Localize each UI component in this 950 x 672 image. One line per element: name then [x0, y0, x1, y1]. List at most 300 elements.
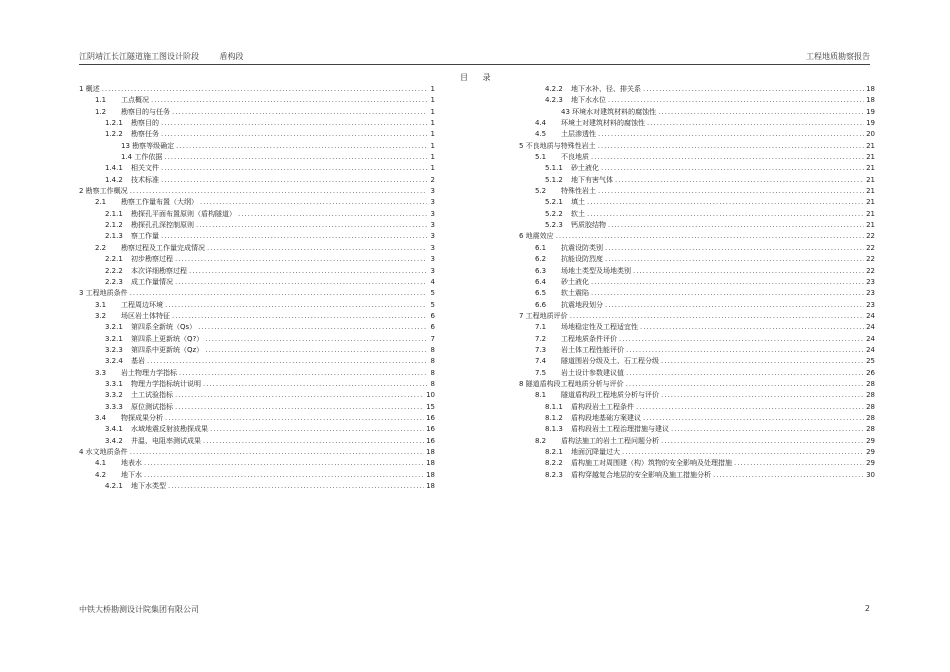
toc-leader-dots	[198, 322, 427, 333]
toc-entry[interactable]	[79, 379, 435, 390]
toc-entry[interactable]	[519, 379, 875, 390]
toc-entry-title: 岩土设计参数建议值	[561, 368, 624, 377]
toc-entry-title: 勘察任务	[131, 130, 159, 139]
toc-entry-title: 地面沉降量过大	[571, 448, 620, 456]
toc-leader-dots	[626, 379, 864, 390]
toc-leader-dots	[196, 220, 427, 231]
toc-leader-dots	[598, 141, 864, 152]
toc-entry-page: 1	[430, 141, 435, 150]
toc-entry-number	[95, 152, 121, 163]
toc-entry[interactable]	[519, 254, 875, 265]
toc-entry-number: 8.1.3	[545, 425, 563, 434]
toc-entry-page: 3	[430, 209, 435, 218]
toc-entry-number: 6.1	[535, 243, 547, 252]
toc-entry-title: 3 工程地质条件	[79, 289, 128, 298]
toc-entry[interactable]	[519, 300, 875, 311]
toc-entry-title: 7 工程地质评价	[519, 311, 568, 320]
toc-leader-dots	[238, 209, 427, 220]
toc-entry[interactable]	[519, 436, 875, 447]
page-number: 2	[864, 604, 870, 613]
toc-entry[interactable]	[79, 243, 435, 254]
toc-entry-title: 抗震设防类别	[561, 243, 603, 252]
toc-entry-page: 18	[426, 470, 435, 479]
toc-entry-page: 21	[866, 187, 875, 196]
toc-entry-page: 18	[426, 459, 435, 468]
toc-entry-number: 2.2.1	[105, 255, 123, 264]
toc-leader-dots	[207, 243, 427, 254]
toc-entry-title: 盾构段岩土工程条件	[571, 402, 634, 411]
toc-leader-dots	[647, 118, 864, 129]
toc-entry-title: 5 不良地质与特殊性岩土	[519, 141, 596, 150]
toc-entry-page: 18	[866, 85, 875, 93]
toc-entry[interactable]	[79, 402, 435, 413]
toc-entry[interactable]	[79, 209, 435, 220]
toc-entry-number: 3.2.3	[105, 345, 123, 354]
toc-entry-page: 1	[430, 107, 435, 116]
toc-entry[interactable]	[519, 311, 875, 322]
toc-entry-title: 场区岩土体特征	[121, 311, 170, 320]
toc-entry-title: 第四系上更新统（Q?）	[131, 334, 204, 343]
toc-leader-dots	[161, 163, 427, 174]
toc-entry[interactable]	[79, 197, 435, 208]
toc-entry[interactable]	[79, 345, 435, 356]
toc-entry-number: 7.4	[535, 357, 547, 366]
toc-entry-title: 技术标准	[131, 175, 159, 184]
toc-entry[interactable]	[519, 118, 875, 129]
toc-entry[interactable]	[519, 356, 875, 367]
toc-leader-dots	[661, 356, 864, 367]
toc-leader-dots	[102, 84, 427, 95]
toc-entry-page: 3	[430, 255, 435, 264]
toc-entry-page: 21	[866, 164, 875, 173]
toc-entry-title: 场地土类型及场地类别	[561, 266, 631, 275]
toc-entry-number: 6.5	[535, 289, 547, 298]
toc-entry-page: 29	[866, 436, 875, 445]
toc-entry-number: 8.2.3	[545, 470, 563, 479]
toc-entry-page: 28	[866, 379, 875, 388]
toc-entry-title: 察工作量	[131, 232, 159, 241]
toc-entry-page: 8	[430, 345, 435, 354]
toc-entry-page: 24	[866, 334, 875, 343]
toc-entry-title: 场地稳定性及工程适宜性	[561, 323, 638, 332]
toc-leader-dots	[175, 390, 424, 401]
toc-entry-title: 岩土体工程性能评价	[561, 345, 624, 354]
toc-entry[interactable]	[519, 129, 875, 140]
toc-entry-page: 3	[430, 266, 435, 275]
toc-entry[interactable]	[519, 243, 875, 254]
toc-leader-dots	[144, 470, 424, 481]
toc-entry-number: 2.1	[95, 198, 107, 207]
toc-entry-number: 4.1	[95, 459, 107, 468]
toc-entry-title: 第四系全新统（Qs）	[131, 323, 197, 332]
toc-entry-page: 3	[430, 243, 435, 252]
toc-entry-number: 8.1.2	[545, 413, 563, 422]
toc-entry-page: 7	[430, 334, 435, 343]
toc-entry-page: 1	[430, 164, 435, 173]
toc-entry-title: 相关文件	[131, 164, 159, 173]
toc-entry-number: 1.4.1	[105, 164, 123, 173]
toc-leader-dots	[147, 356, 427, 367]
toc-entry[interactable]	[519, 458, 875, 469]
toc-entry[interactable]	[79, 175, 435, 186]
toc-entry-number: 3.3.2	[105, 391, 123, 400]
toc-entry[interactable]	[519, 84, 875, 95]
toc-entry-number: 1.1	[95, 96, 107, 105]
toc-leader-dots	[175, 254, 427, 265]
toc-entry-number: 1.4.2	[105, 175, 123, 184]
toc-entry-page: 4	[430, 277, 435, 286]
toc-leader-dots	[626, 368, 864, 379]
toc-leader-dots	[179, 368, 427, 379]
toc-entry-title: 地下水水位	[571, 96, 606, 105]
toc-entry-title: 盾构法施工的岩土工程问题分析	[561, 436, 659, 445]
toc-entry[interactable]	[519, 413, 875, 424]
toc-leader-dots	[636, 402, 864, 413]
toc-entry-title: 勘探孔平面布置原则（盾构隧道）	[131, 209, 236, 218]
toc-leader-dots	[598, 186, 864, 197]
toc-leader-dots	[633, 266, 864, 277]
toc-leader-dots	[615, 175, 864, 186]
toc-entry-title: 勘察目的与任务	[121, 107, 170, 116]
toc-entry-page: 21	[866, 221, 875, 230]
toc-entry[interactable]	[79, 254, 435, 265]
toc-entry-number: 1.2.2	[105, 130, 123, 139]
toc-entry-page: 23	[866, 277, 875, 286]
toc-leader-dots	[205, 345, 427, 356]
toc-leader-dots	[601, 163, 864, 174]
toc-leader-dots	[591, 288, 864, 299]
toc-entry-page: 26	[866, 368, 875, 377]
toc-entry-page: 3	[430, 198, 435, 207]
toc-entry[interactable]	[519, 209, 875, 220]
toc-entry[interactable]	[79, 447, 435, 458]
toc-entry-number: 2.2	[95, 243, 107, 252]
toc-entry-title: 砂土液化	[561, 277, 589, 286]
toc-entry-page: 18	[866, 96, 875, 105]
toc-entry[interactable]	[519, 447, 875, 458]
toc-leader-dots	[643, 413, 864, 424]
toc-leader-dots	[608, 220, 864, 231]
toc-entry-page: 25	[866, 357, 875, 366]
toc-title: 目 录	[460, 73, 497, 82]
toc-leader-dots	[168, 481, 424, 492]
toc-entry-page: 28	[866, 391, 875, 400]
toc-entry-page: 1	[430, 119, 435, 128]
toc-entry-title: 物理力学指标统计说明	[131, 379, 201, 388]
toc-leader-dots	[671, 424, 864, 435]
toc-entry-page: 8	[430, 379, 435, 388]
toc-entry-number: 3.2	[95, 311, 107, 320]
toc-entry-number: 1.2.1	[105, 119, 123, 128]
toc-entry[interactable]	[79, 300, 435, 311]
toc-entry-number	[535, 107, 561, 118]
toc-entry[interactable]	[79, 152, 435, 163]
toc-entry[interactable]	[519, 266, 875, 277]
toc-leader-dots	[598, 129, 864, 140]
toc-entry-number: 3.2.1	[105, 334, 123, 343]
toc-leader-dots	[130, 447, 424, 458]
toc-entry[interactable]	[79, 481, 435, 492]
toc-entry-title: 井温、电阻率测试成果	[131, 436, 201, 445]
toc-entry-title: 岩土物理力学指标	[121, 368, 177, 377]
toc-entry[interactable]	[79, 266, 435, 277]
toc-entry-page: 21	[866, 198, 875, 207]
toc-entry[interactable]	[79, 390, 435, 401]
toc-entry-page: 2	[430, 175, 435, 184]
toc-leader-dots	[161, 118, 427, 129]
toc-entry-title: 勘探孔孔深控制原则	[131, 221, 194, 230]
toc-entry[interactable]	[79, 95, 435, 106]
toc-entry[interactable]	[79, 129, 435, 140]
toc-entry-title: 地下水类型	[131, 482, 166, 491]
toc-entry[interactable]	[519, 186, 875, 197]
toc-entry-page: 3	[430, 221, 435, 230]
toc-entry-page: 1	[430, 85, 435, 93]
toc-entry[interactable]	[519, 424, 875, 435]
toc-entry-number: 6.2	[535, 255, 547, 264]
toc-entry-page: 24	[866, 345, 875, 354]
toc-leader-dots	[591, 277, 864, 288]
toc-entry[interactable]	[519, 163, 875, 174]
toc-entry-title: 软土震陷	[561, 289, 589, 298]
toc-entry-number: 4.4	[535, 119, 547, 128]
toc-leader-dots	[605, 300, 864, 311]
toc-entry-title: 抗能设防烈度	[561, 255, 603, 264]
toc-entry-title: 本次详细勘察过程	[131, 266, 187, 275]
toc-entry-number: 3.3	[95, 368, 107, 377]
toc-entry-page: 22	[866, 266, 875, 275]
toc-entry-page: 29	[866, 448, 875, 456]
toc-entry-page: 28	[866, 402, 875, 411]
toc-entry-page: 16	[426, 413, 435, 422]
toc-entry-page: 10	[426, 391, 435, 400]
toc-entry-page: 23	[866, 289, 875, 298]
toc-entry-title: 初步勘察过程	[131, 255, 173, 264]
toc-entry-title: 盾构施工对周围建（构）筑物的安全影响及处理措施	[571, 459, 732, 468]
toc-leader-dots	[175, 402, 424, 413]
toc-entry[interactable]	[519, 197, 875, 208]
toc-entry[interactable]	[519, 141, 875, 152]
toc-entry-title: 8 隧道盾构段工程地质分析与评价	[519, 379, 624, 388]
toc-leader-dots	[591, 152, 864, 163]
toc-entry-number: 4.2.2	[545, 85, 563, 93]
toc-entry-page: 24	[866, 323, 875, 332]
toc-entry-page: 21	[866, 175, 875, 184]
toc-entry-page: 18	[426, 482, 435, 491]
toc-entry[interactable]	[79, 413, 435, 424]
toc-entry[interactable]	[79, 277, 435, 288]
toc-entry-number: 7.1	[535, 323, 547, 332]
toc-entry-title: 工点概况	[121, 96, 149, 105]
toc-leader-dots	[556, 231, 864, 242]
toc-entry-page: 5	[430, 289, 435, 298]
toc-entry[interactable]	[519, 402, 875, 413]
toc-entry-title: 钙质胶结物	[571, 221, 606, 230]
toc-entry-title: 勘察目的	[131, 119, 159, 128]
toc-entry-number: 6.4	[535, 277, 547, 286]
toc-entry[interactable]	[519, 231, 875, 242]
toc-leader-dots	[570, 311, 864, 322]
toc-entry-page: 21	[866, 209, 875, 218]
toc-entry-number: 2.1.1	[105, 209, 123, 218]
toc-entry-number: 3.4.2	[105, 436, 123, 445]
toc-entry[interactable]	[519, 470, 875, 481]
toc-entry-number: 5.2.2	[545, 209, 563, 218]
toc-leader-dots	[658, 107, 864, 118]
toc-entry-title: 盾构穿越复合地层的安全影响及施工措施分析	[571, 470, 711, 479]
toc-entry[interactable]	[519, 95, 875, 106]
toc-entry[interactable]	[79, 84, 435, 95]
toc-entry[interactable]	[79, 424, 435, 435]
toc-entry[interactable]	[519, 152, 875, 163]
toc-leader-dots	[626, 345, 864, 356]
toc-entry-number: 2.2.3	[105, 277, 123, 286]
toc-entry[interactable]	[79, 141, 435, 152]
toc-entry-page: 15	[426, 402, 435, 411]
toc-leader-dots	[608, 95, 864, 106]
toc-entry-title: 物探成果分析	[121, 413, 163, 422]
toc-entry-page: 28	[866, 425, 875, 434]
toc-leader-dots	[587, 197, 864, 208]
toc-entry[interactable]	[79, 118, 435, 129]
toc-entry[interactable]	[79, 163, 435, 174]
toc-leader-dots	[734, 458, 864, 469]
toc-entry[interactable]	[519, 322, 875, 333]
toc-entry-number: 5.2.3	[545, 221, 563, 230]
toc-entry[interactable]	[519, 220, 875, 231]
toc-entry-title: 软土	[571, 209, 585, 218]
toc-entry[interactable]	[519, 334, 875, 345]
toc-entry-number: 3.3.1	[105, 379, 123, 388]
toc-leader-dots	[605, 243, 864, 254]
toc-entry[interactable]	[79, 368, 435, 379]
toc-leader-dots	[661, 436, 864, 447]
toc-leader-dots	[661, 390, 864, 401]
toc-entry[interactable]	[79, 311, 435, 322]
toc-leader-dots	[161, 175, 427, 186]
toc-entry[interactable]	[79, 458, 435, 469]
toc-entry[interactable]	[519, 277, 875, 288]
toc-entry-number: 4.2	[95, 470, 107, 479]
toc-entry[interactable]	[79, 334, 435, 345]
header-section: 盾构段	[219, 52, 244, 61]
toc-entry-page: 16	[426, 436, 435, 445]
toc-entry-number: 7.2	[535, 334, 547, 343]
toc-entry-title: 地下水补、径、排关系	[571, 85, 641, 93]
toc-leader-dots	[713, 470, 864, 481]
toc-entry-number: 8.1.1	[545, 402, 563, 411]
toc-entry-number: 5.1.2	[545, 175, 563, 184]
footer-company: 中铁大桥勘测设计院集团有限公司	[79, 605, 199, 614]
toc-entry-title: 不良地质	[561, 153, 589, 162]
toc-leader-dots	[130, 186, 427, 197]
toc-entry[interactable]	[519, 390, 875, 401]
toc-leader-dots	[622, 447, 864, 458]
toc-leader-dots	[161, 231, 427, 242]
toc-leader-dots	[640, 322, 864, 333]
toc-entry-page: 21	[866, 141, 875, 150]
toc-entry-number: 3.4.1	[105, 425, 123, 434]
toc-entry-number: 3.3.3	[105, 402, 123, 411]
toc-entry-page: 22	[866, 232, 875, 241]
toc-entry-number: 4.2.1	[105, 482, 123, 491]
toc-entry[interactable]	[519, 175, 875, 186]
toc-leader-dots	[151, 95, 427, 106]
toc-entry-title: 盾构段地基础方案建议	[571, 413, 641, 422]
toc-entry[interactable]	[79, 186, 435, 197]
toc-entry[interactable]	[79, 470, 435, 481]
toc-entry[interactable]	[79, 436, 435, 447]
toc-entry-title: 1.4 工作依据	[121, 153, 163, 162]
toc-leader-dots	[176, 141, 427, 152]
toc-entry-title: 43 环境水对建筑材料的腐蚀性	[561, 107, 657, 116]
toc-entry-page: 29	[866, 459, 875, 468]
toc-entry[interactable]	[79, 231, 435, 242]
toc-entry-title: 工程周边环境	[121, 300, 163, 309]
toc-left-column	[79, 84, 435, 492]
toc-leader-dots	[203, 436, 424, 447]
toc-entry-title: 地下有害气体	[571, 175, 613, 184]
toc-entry-page: 5	[430, 300, 435, 309]
toc-leader-dots	[175, 277, 427, 288]
toc-entry-page: 24	[866, 311, 875, 320]
toc-entry[interactable]	[519, 107, 875, 118]
toc-entry-number: 5.1.1	[545, 164, 563, 173]
toc-entry-number: 3.4	[95, 413, 107, 422]
toc-entry-number: 8.2	[535, 436, 547, 445]
toc-entry-title: 地表水	[121, 459, 142, 468]
toc-entry[interactable]	[79, 220, 435, 231]
toc-leader-dots	[643, 84, 864, 95]
toc-entry[interactable]	[79, 322, 435, 333]
toc-leader-dots	[619, 334, 864, 345]
toc-leader-dots	[605, 254, 864, 265]
toc-entry-title: 勘察工作量布置（大纲）	[121, 198, 198, 207]
toc-entry-title: 填土	[571, 198, 585, 207]
toc-entry[interactable]	[519, 368, 875, 379]
toc-entry-title: 工程地质条件评价	[561, 334, 617, 343]
toc-entry[interactable]	[519, 288, 875, 299]
toc-entry-number: 8.2.1	[545, 448, 563, 456]
toc-entry-title: 第四系中更新统（Qz）	[131, 345, 204, 354]
toc-entry[interactable]	[79, 288, 435, 299]
toc-entry-title: 基岩	[131, 357, 145, 366]
toc-entry-number: 5.1	[535, 153, 547, 162]
toc-entry-page: 6	[430, 323, 435, 332]
toc-entry-number: 4.2.3	[545, 96, 563, 105]
toc-entry-title: 盾构段岩土工程治理措施与建议	[571, 425, 669, 434]
toc-entry-number: 2.2.2	[105, 266, 123, 275]
toc-entry-number: 1.2	[95, 107, 107, 116]
toc-entry-title: 13 勘察等级确定	[121, 141, 175, 150]
toc-entry-page: 22	[866, 255, 875, 264]
toc-entry-page: 20	[866, 130, 875, 139]
toc-entry-number: 2.1.3	[105, 232, 123, 241]
toc-entry[interactable]	[519, 345, 875, 356]
toc-entry[interactable]	[79, 107, 435, 118]
toc-entry-page: 28	[866, 413, 875, 422]
toc-entry-number: 6.6	[535, 300, 547, 309]
toc-leader-dots	[164, 152, 427, 163]
toc-entry-number: 6.3	[535, 266, 547, 275]
toc-leader-dots	[203, 379, 427, 390]
toc-entry-number: 3.2.1	[105, 323, 123, 332]
toc-leader-dots	[130, 288, 427, 299]
toc-entry-title: 成工作量情况	[131, 277, 173, 286]
toc-entry[interactable]	[79, 356, 435, 367]
toc-entry-page: 1	[430, 96, 435, 105]
toc-entry-page: 6	[430, 311, 435, 320]
